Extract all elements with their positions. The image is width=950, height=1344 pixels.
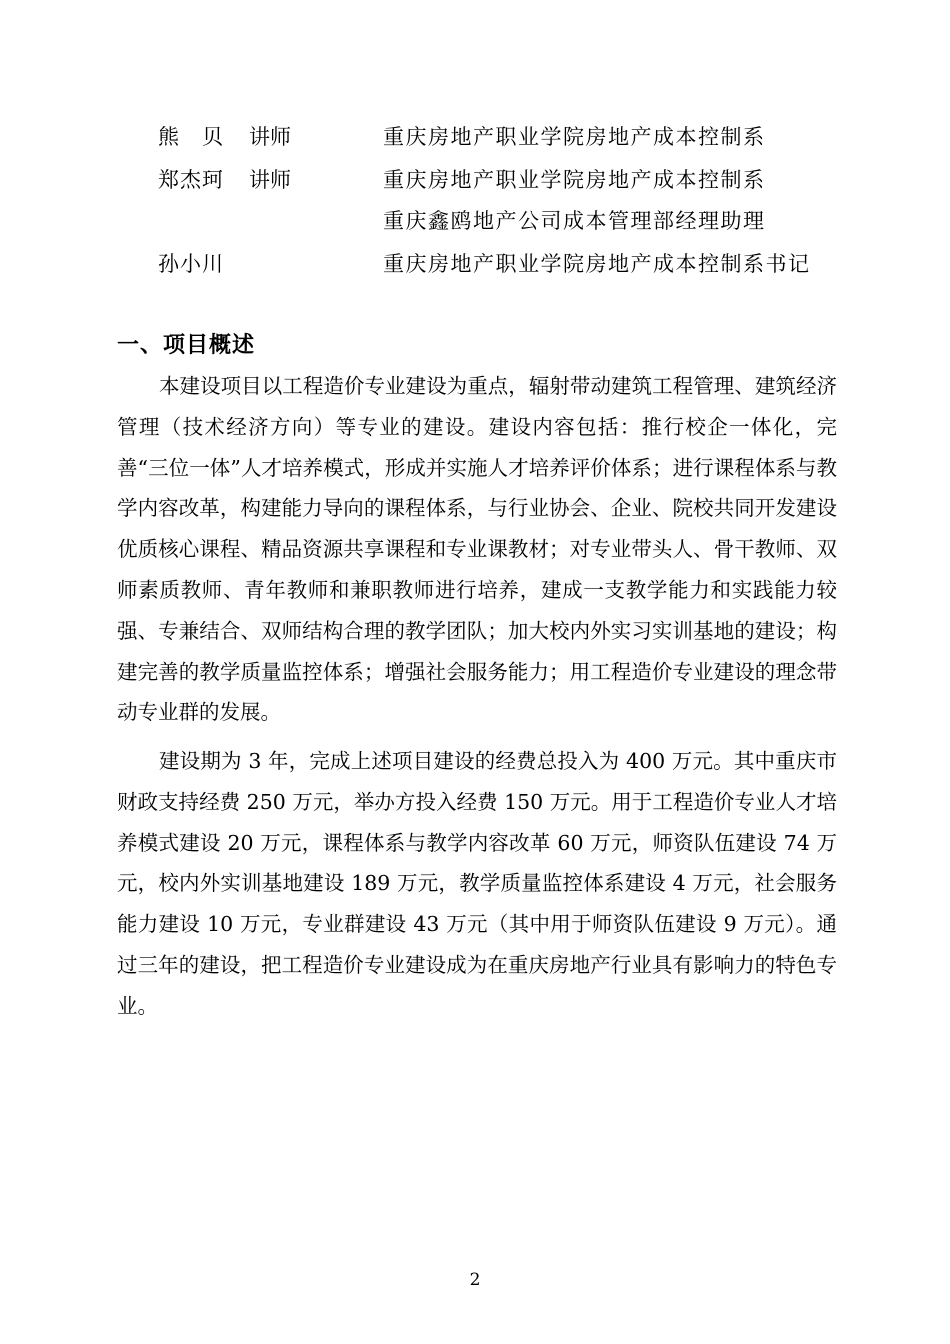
- staff-row: [0, 201, 950, 241]
- paragraph-overview: 本建设项目以工程造价专业建设为重点，辐射带动建筑工程管理、建筑经济管理（技术经济方向）等专业的建设。建设内容包括：推行校企一体化，完善“三位一体”人才培养模式，形成并实施人才培养评价体系；进行课程体系与教学内容改革，构建能力导向的课程体系，与行业协会、企业、院校共同开发建设优质核心课程、精品资源共享课程和专业课教材；对专业带头人、骨干教师、双师素质教师、青年教师和兼职教师进行培养，建成一支教学能力和实践能力较强、专兼结合、双师结构合理的教学团队；加大校内外实习实训基地的建设；构建完善的教学质量监控体系；增强社会服务能力；用工程造价专业建设的理念带动专业群的发展。: [117, 374, 837, 725]
- staff-row: [0, 160, 950, 200]
- staff-row: [0, 117, 950, 157]
- staff-name: 熊 贝: [158, 125, 224, 149]
- staff-title: 讲师: [249, 125, 291, 149]
- section-heading: 一、项目概述: [117, 333, 256, 358]
- staff-organization: 重庆房地产职业学院房地产成本控制系: [383, 125, 766, 149]
- staff-name: 孙小川: [158, 252, 224, 276]
- staff-organization: 重庆房地产职业学院房地产成本控制系书记: [383, 252, 811, 276]
- page-number: 2: [469, 1270, 481, 1290]
- staff-title: 讲师: [249, 168, 291, 192]
- staff-row: [0, 244, 950, 284]
- staff-organization: 重庆房地产职业学院房地产成本控制系: [383, 168, 766, 192]
- staff-organization: 重庆鑫鸥地产公司成本管理部经理助理: [383, 209, 766, 233]
- paragraph-budget: 建设期为 3 年，完成上述项目建设的经费总投入为 400 万元。其中重庆市财政支持经费 250 万元，举办方投入经费 150 万元。用于工程造价专业人才培养模式建设 20 万元，课程体系与教学内容改革 60 万元，师资队伍建设 74 万元，校内外实训基地建设 189 万元，教学质量监控体系建设 4 万元，社会服务能力建设 10 万元，专业群建设 43 万元（其中用于师资队伍建设 9 万元）。通过三年的建设，把工程造价专业建设成为在重庆房地产行业具有影响力的特色专业。: [117, 749, 837, 1018]
- staff-name: 郑杰珂: [158, 168, 224, 192]
